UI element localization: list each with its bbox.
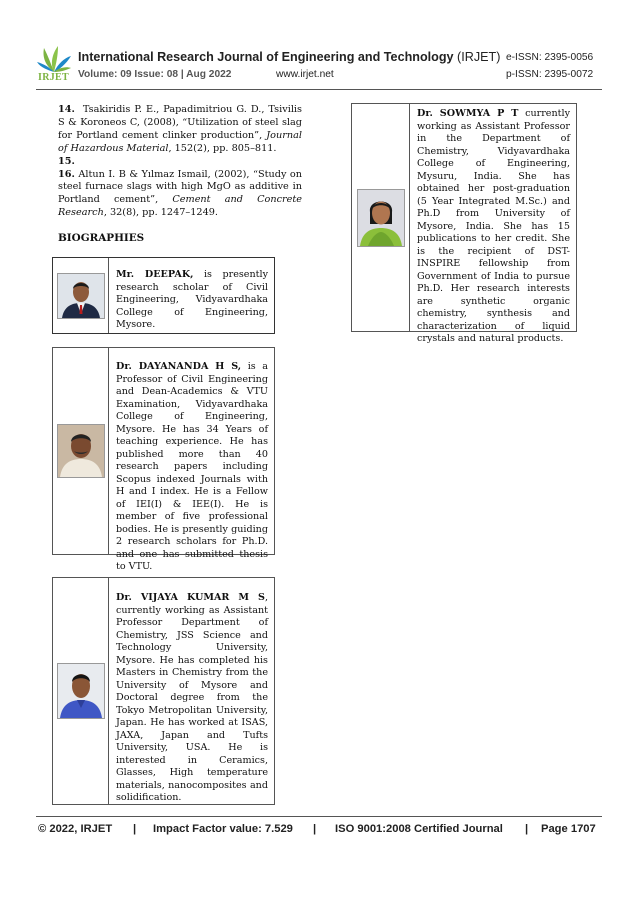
reference-item: 15. [58,155,75,167]
biography-deepak [52,257,275,334]
header-divider [36,89,602,90]
footer-separator: | [133,823,137,835]
reference-item: 14. Tsakiridis P. E., Papadimitriou G. D., Tsivilis S & Koroneos C, (2008), “Utilization of steel slag for Portland cement clinker production”, Journal of Hazardous Material, 152(2), pp. 805–811. [58,104,302,154]
footer-impact-factor: Impact Factor value: 7.529 [153,823,293,835]
footer-separator: | [313,823,317,835]
footer-copyright: © 2022, IRJET [38,823,113,835]
logo-text: IRJET [38,72,69,83]
biography-text: Dr. SOWMYA P T currently working as Assistant Professor in the Department of Chemistry, Vidyavardhaka College of Engineering, Mysuru, India. She has obtained her post-graduation (5 Year Integrated M.Sc.) and Ph.D from University of Mysore, India. She has 15 publications to her credit. She is the recipient of DST-INSPIRE fellowship from Government of India to pursue Ph.D. Her research interests are synthetic organic chemistry, synthesis and characterization of liquid crystals and natural products. [417,108,570,344]
reference-list [58,104,302,220]
author-photo-deepak [57,273,105,319]
journal-title: International Research Journal of Engineering and Technology (IRJET) [78,50,501,64]
biography-vijaya-kumar [52,577,275,805]
biography-text: Mr. DEEPAK, is presently research scholar of Civil Engineering, Vidyavardhaka College of Engineering, Mysore. [116,269,268,330]
photo-cell [352,104,410,331]
biography-dayananda [52,347,275,572]
footer-divider [36,816,602,817]
photo-cell [53,258,109,333]
biography-text: Dr. DAYANANDA H S, is a Professor of Civil Engineering and Dean-Academics & VTU Examination, Vidyavardhaka College of Engineering, Mysore. He has 34 Years of teaching experience. He has published more than 40 research papers including Scopus indexed Journals with H and I index. He is a Fellow of IEI(I) & IEE(I). He is member of five professional bodies. He is presently guiding 2 research scholars for Ph.D. and one has submitted thesis to VTU. [116,361,269,572]
footer-separator: | [525,823,529,835]
e-issn: e-ISSN: 2395-0056 [506,52,594,63]
author-photo-dayananda [57,424,105,478]
author-photo-vijaya-kumar [57,663,105,719]
journal-abbr: (IRJET) [457,50,501,64]
biography-text: Dr. VIJAYA KUMAR M S, currently working as Assistant Professor Department of Chemistry, JSS Science and Technology University, Mysore. He has completed his Masters in Chemistry from the University of Mysore and Doctoral degree from the Tokyo Metropolitan University, Japan. He has worked at ISAS, JAXA, Japan and Tufts University, USA. He is interested in Ceramics, Glasses, High temperature materials, nanocomposites and solidification. [116,592,268,803]
volume-issue: Volume: 09 Issue: 08 | Aug 2022 [78,69,232,80]
irjet-logo [36,44,72,84]
p-issn: p-ISSN: 2395-0072 [506,69,594,80]
footer-iso: ISO 9001:2008 Certified Journal [335,823,503,835]
biographies-heading: BIOGRAPHIES [58,232,145,244]
reference-item: 16. Altun I. B & Yılmaz Ismail, (2002), “Study on steel furnace slags with high MgO as additive in Portland cement”, Cement and Concrete Research, 32(8), pp. 1247–1249. [58,168,302,219]
photo-cell [53,348,109,554]
biography-sowmya [351,103,577,344]
journal-website-link[interactable]: www.irjet.net [276,69,334,80]
author-photo-sowmya [357,189,405,247]
footer-page-number: Page 1707 [541,823,596,835]
photo-cell [53,578,109,804]
